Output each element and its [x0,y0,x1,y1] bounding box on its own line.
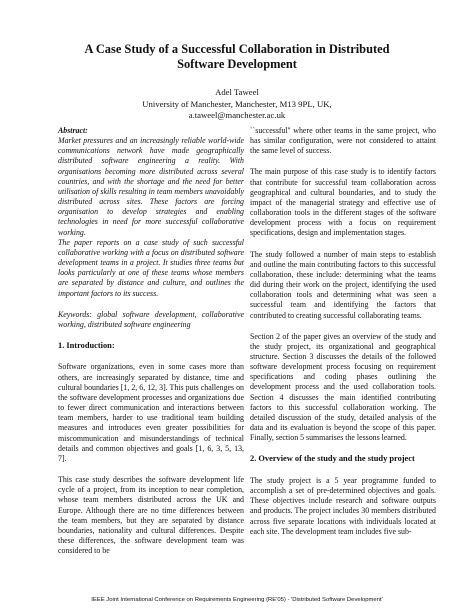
right-paragraph-2: The main purpose of this case study is to identify factors that contribute for successful team collaboration across geographical and cultural boundaries, and to study the impact of the managerial strategy and effective use of collaboration tools in the different stages of the software development process with a focus on requirement specifications, design and implementation stages. [250,167,436,238]
author-affiliation: University of Manchester, Manchester, M13 9PL, UK, [142,98,332,109]
paper-title [0,42,474,72]
right-paragraph-4: Section 2 of the paper gives an overview of the study and the study project, its organizational and geographical structure. Section 3 discusses the details of the followed software development process focusing on requirement specifications and coding phases outlining the development process and the used collaboration tools. Section 4 discusses the main identified contributing factors to this successful collaboration working. The detailed discussion of the study, detailed analysis of the data and its evaluation is beyond the scope of this paper. Finally, section 5 summarises the lessons learned. [250,331,436,443]
abstract-paragraph-1: Market pressures and an increasingly reliable world-wide communications network have made geographically distributed software engineering a reality. With organisations becoming more distributed across several countries, and with the shortage and the need for better utilisation of skills resulting in team members unavoidably distributed across sites. These factors are forcing organisation to develop strategies and enabling technologies in need for more successful collaborative working. [58,136,244,237]
left-column [58,126,244,567]
title-line-1: A Case Study of a Successful Collaboration in Distributed [84,42,390,56]
section-1-heading: 1. Introduction: [58,340,115,350]
author-email[interactable]: a.taweel@manchester.ac.uk [188,110,286,120]
keywords: Keywords: global software development, collaborative working, distributed software engineering [58,309,244,329]
right-paragraph-5: The study project is a 5 year programme funded to accomplish a set of pre-determined objectives and goals. These objectives include research and software outputs and products. The project includes 30 members distributed across five separate locations with individuals located at each site. The development team includes five sub- [250,475,436,536]
right-paragraph-3: The study followed a number of main steps to establish and outline the main contributing factors to this successful collaboration, these include: determining what the teams did during their work on the project, identifying the used collaboration tools and determining what was seen a successful team and identifying the factors that contributed to creating successful collaborating teams. [250,249,436,320]
abstract [58,126,244,238]
section-2-heading: 2. Overview of the study and the study project [250,454,415,464]
abstract-heading: Abstract: [58,126,88,135]
section-1-paragraph-2: This case study describes the software development life cycle of a project, from its inception to near completion, whose team members distributed across the UK and Europe. Although there are no time differences between the team members, but they are separated by distance boundaries, nationality and cultural differences. Despite these differences, the software development team was considered to be [58,475,244,556]
abstract-paragraph-2: The paper reports on a case study of such successful collaborative working with a focus on distributed software development teams in a project. It studies three teams but looks particularly at one of these teams whose members are separated by distance and culture, and outlines the important factors to its success. [58,237,244,298]
right-paragraph-1: ``successful'' where other teams in the same project, who has similar configuration, were not considered to attaint the same level of success. [250,126,436,156]
author-block [0,87,474,122]
title-line-2: Software Development [177,57,297,71]
section-1-paragraph-1: Software organizations, even in some cases more than others, are increasingly separated by distance, time and cultural boundaries [1, 2, 6, 12, 3]. This puts challenges on the software development processes and organizations due to fewer direct communication and interactions between team members, harder to use traditional team building measures and introduces even greater possibilities for miscommunication and misunderstandings of technical details and common objectives and goals [1, 6, 3, 5, 13, 7]. [58,362,244,463]
right-column [250,126,436,548]
author-name: Adel Taweel [215,87,259,97]
page-footer: IEEE Joint International Conference on Requirements Engineering (RE'05) - 'Distributed Software Development' [91,597,383,603]
